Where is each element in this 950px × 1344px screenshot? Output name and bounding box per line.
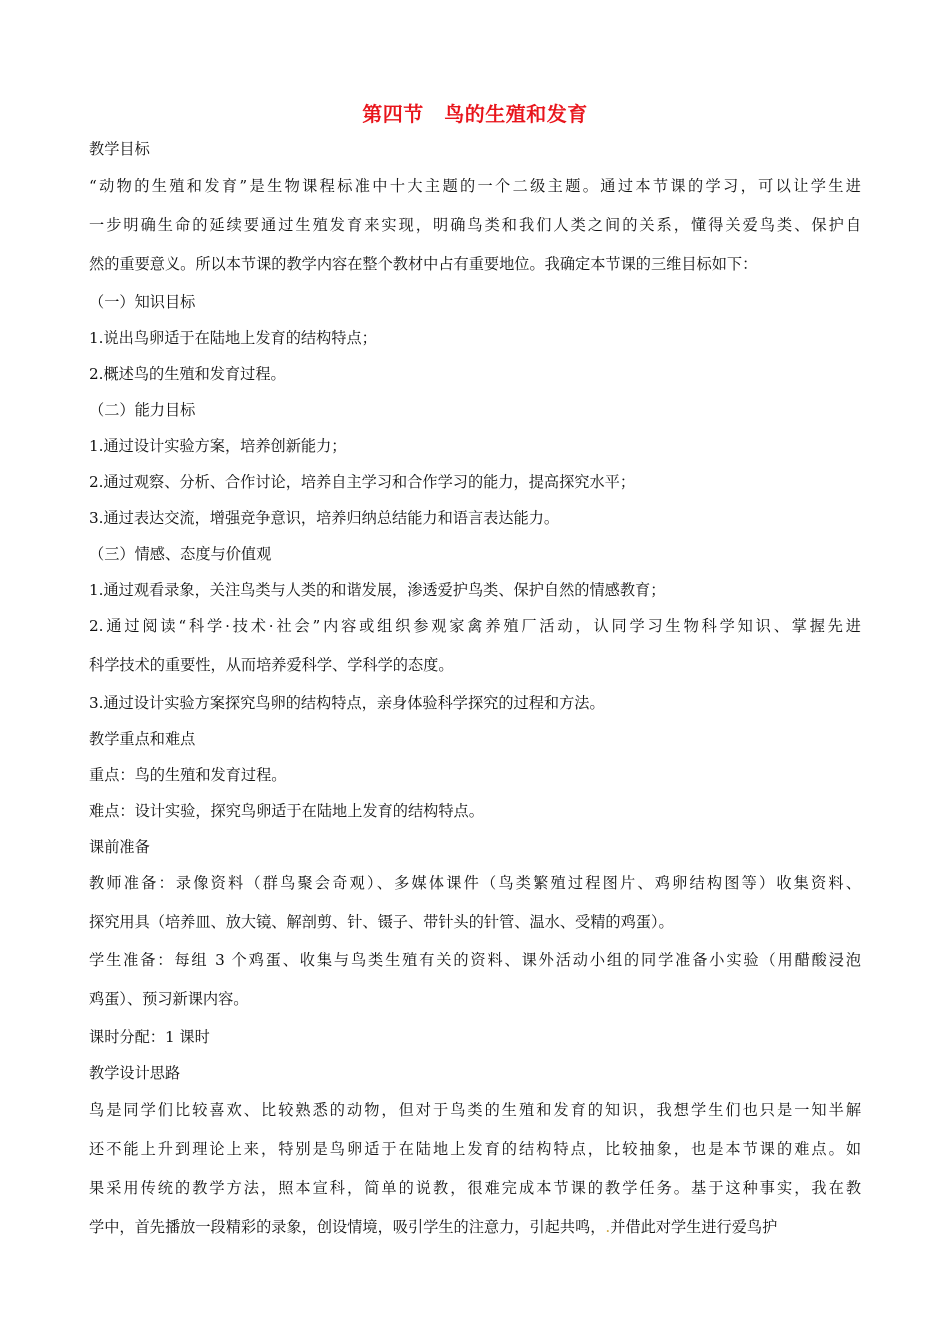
subheading-knowledge-goals: （一）知识目标 [89,293,196,311]
paragraph-text: 并借此对学生进行爱鸟护 [610,1218,778,1236]
list-item: 1.说出鸟卵适于在陆地上发育的结构特点； [89,329,377,347]
list-item: 2.通过阅读“科学·技术·社会”内容或组织参观家禽养殖厂活动，认同学习生物科学知识、掌握先进 [89,617,861,635]
list-item: 3.通过表达交流，增强竞争意识，培养归纳总结能力和语言表达能力。 [89,509,560,527]
subheading-emotion-goals: （三）情感、态度与价值观 [89,545,272,563]
teacher-preparation: 教师准备：录像资料（群鸟聚会奇观）、多媒体课件（鸟类繁殖过程图片、鸡卵结构图等）收集资料、 [89,874,861,892]
paragraph-line: 鸟是同学们比较喜欢、比较熟悉的动物，但对于鸟类的生殖和发育的知识，我想学生们也只是一知半解 [89,1101,861,1119]
lesson-time: 课时分配：1 课时 [89,1028,210,1046]
paragraph-text: 学中，首先播放一段精彩的录象，创设情境，吸引学生的注意力，引起共鸣， [89,1218,606,1236]
heading-preparation: 课前准备 [89,838,150,856]
list-item: 2.通过观察、分析、合作讨论，培养自主学习和合作学习的能力，提高探究水平； [89,473,636,491]
paragraph-line: 一步明确生命的延续要通过生殖发育来实现，明确鸟类和我们人类之间的关系，懂得关爱鸟类、保护自 [89,216,861,234]
stray-dot-mark: . [605,1218,611,1236]
list-item: 3.通过设计实验方案探究鸟卵的结构特点，亲身体验科学探究的过程和方法。 [89,694,605,712]
list-item: 1.通过观看录象，关注鸟类与人类的和谐发展，渗透爱护鸟类、保护自然的情感教育； [89,581,666,599]
list-item: 2.概述鸟的生殖和发育过程。 [89,365,286,383]
difficult-point: 难点：设计实验，探究鸟卵适于在陆地上发育的结构特点。 [89,802,484,820]
heading-design-ideas: 教学设计思路 [89,1064,181,1082]
paragraph-line: “动物的生殖和发育”是生物课程标准中十大主题的一个二级主题。通过本节课的学习，可以让学生进 [89,177,861,195]
student-preparation: 学生准备：每组 3 个鸡蛋、收集与鸟类生殖有关的资料、课外活动小组的同学准备小实验（用醋酸浸泡 [89,951,861,969]
key-point: 重点：鸟的生殖和发育过程。 [89,766,287,784]
teacher-preparation-continued: 探究用具（培养皿、放大镜、解剖剪、针、镊子、带针头的针管、温水、受精的鸡蛋）。 [89,913,674,931]
student-preparation-continued: 鸡蛋）、预习新课内容。 [89,990,249,1008]
paragraph-line: 果采用传统的教学方法，照本宣科，简单的说教，很难完成本节课的教学任务。基于这种事实，我在教 [89,1179,861,1197]
heading-key-points: 教学重点和难点 [89,730,196,748]
paragraph-line: 然的重要意义。所以本节课的教学内容在整个教材中占有重要地位。我确定本节课的三维目标如下： [89,255,758,273]
list-item-continued: 科学技术的重要性，从而培养爱科学、学科学的态度。 [89,656,454,674]
heading-teaching-goals: 教学目标 [89,140,150,158]
paragraph-line: 还不能上升到理论上来，特别是鸟卵适于在陆地上发育的结构特点，比较抽象，也是本节课的难点。如 [89,1140,861,1158]
list-item: 1.通过设计实验方案，培养创新能力； [89,437,347,455]
subheading-ability-goals: （二）能力目标 [89,401,196,419]
page-title: 第四节 鸟的生殖和发育 [362,102,588,126]
paragraph-line [89,1217,861,1237]
